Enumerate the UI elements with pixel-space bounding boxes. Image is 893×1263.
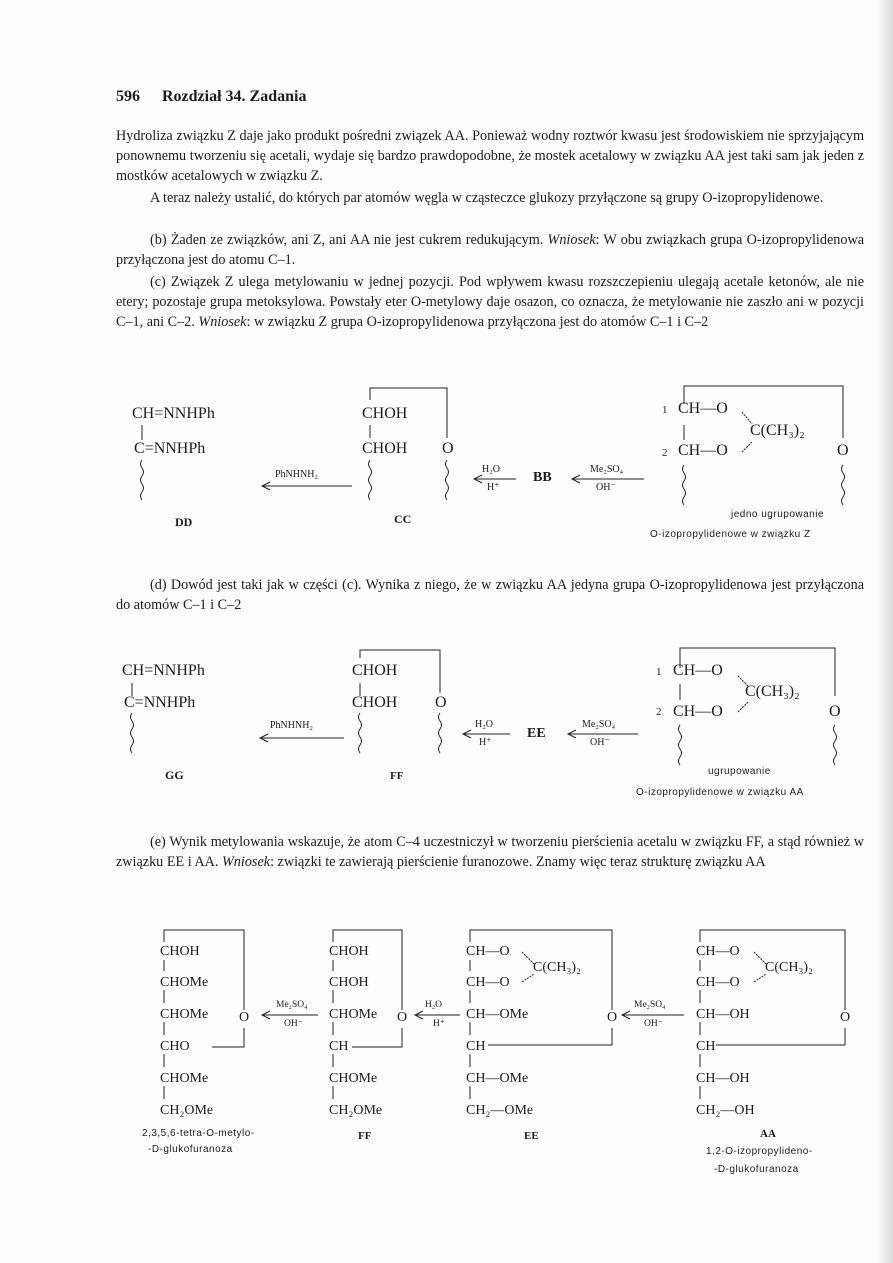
- ff-line-1: CHOH: [352, 662, 398, 679]
- s1-row-1: CHOH: [160, 944, 200, 959]
- ee-label: EE: [527, 726, 546, 741]
- s2-row-5: CHOMe: [329, 1071, 378, 1086]
- paragraph-question: [116, 188, 864, 208]
- s2-row-2: CHOH: [329, 975, 369, 990]
- aa-line-2: CH—O: [673, 703, 723, 720]
- cc-line-1: CHOH: [362, 405, 408, 422]
- s4-row-6: CH₂—OH: [696, 1103, 755, 1118]
- gg-line-1: CH=NNHPh: [122, 662, 205, 679]
- aa-isopropylidene: C(CH₃)₂: [745, 683, 800, 700]
- aa-caption-line-1: ugrupowanie: [708, 766, 771, 777]
- cc-ring-oxygen: O: [442, 440, 454, 457]
- reagent-base-2: OH⁻: [644, 1019, 663, 1029]
- ff-label: FF: [390, 770, 404, 782]
- paragraph-text: (c) Związek Z ulega metylowaniu w jednej pozycji. Pod wpływem kwasu rozszczepieniu ulegają acetale ketonów, ale nie etery; pozostaje grupa metoksylowa. Powstały eter O-metylowy daje osazon, co oznacza, że metylowanie nie zaszło ani w pozycji C–1, ani C–2.: [116, 274, 864, 330]
- paragraph-text: A teraz należy ustalić, do których par atomów węgla w cząsteczce glukozy przyłączone są grupy O-izopropylidenowe.: [150, 190, 824, 206]
- reagent-acid: H⁺: [487, 482, 500, 493]
- z-isopropylidene: C(CH₃)₂: [750, 422, 805, 439]
- paragraph-e: [116, 832, 864, 872]
- s3-label: EE: [524, 1130, 539, 1142]
- aa-carbon-number-1: 1: [656, 666, 662, 678]
- reagent-dimethyl-sulfate: Me₂SO₄: [582, 719, 616, 730]
- s2-row-1: CHOH: [329, 944, 369, 959]
- reagent-acid: H⁺: [479, 737, 492, 748]
- chapter-title: Rozdział 34. Zadania: [162, 88, 307, 105]
- conclusion-label: Wniosek: [547, 232, 596, 248]
- s1-row-2: CHOMe: [160, 975, 209, 990]
- page-number: 596: [116, 88, 140, 105]
- aa-caption-line-2: O-izopropylidenowe w związku AA: [636, 787, 804, 798]
- z-carbon-number-1: 1: [662, 404, 668, 416]
- paragraph-hydrolysis: [116, 126, 864, 186]
- s2-row-3: CHOMe: [329, 1007, 378, 1022]
- paragraph-text: (d) Dowód jest taki jak w części (c). Wynika z niego, że w związku AA jedyna grupa O-izopropylidenowa jest przyłączona do atomów C–1 i C–2: [116, 577, 864, 613]
- s1-row-5: CHOMe: [160, 1071, 209, 1086]
- paragraph-text: : W obu związkach grupa O-izopropylidenowa przyłączona jest do atomu C–1.: [116, 232, 864, 268]
- ff-ring-oxygen: O: [435, 694, 447, 711]
- z-caption-line-1: jedno ugrupowanie: [731, 509, 825, 520]
- s1-ring-oxygen: O: [239, 1010, 250, 1025]
- paragraph-text: (e) Wynik metylowania wskazuje, że atom C–4 uczestniczył w tworzeniu pierścienia acetalu w związku FF, a stąd również w związku EE i AA.: [116, 834, 864, 870]
- aa-carbon-number-2: 2: [656, 706, 662, 718]
- s4-caption-line-1: 1,2-O-izopropylideno-: [706, 1146, 813, 1157]
- s4-row-1: CH—O: [696, 944, 740, 959]
- z-ring-oxygen: O: [837, 442, 849, 459]
- paragraph-text: : w związku Z grupa O-izopropylidenowa przyłączona jest do atomów C–1 i C–2: [246, 314, 709, 330]
- reagent-water: H₂O: [475, 719, 493, 730]
- s1-row-6: CH₂OMe: [160, 1103, 214, 1118]
- reagent-base: OH⁻: [596, 482, 616, 493]
- s3-isopropylidene: C(CH₃)₂: [533, 960, 581, 975]
- s4-caption-line-2: -D-glukofuranoza: [714, 1164, 799, 1175]
- conclusion-label: Wniosek: [221, 854, 271, 870]
- s3-row-1: CH—O: [466, 944, 510, 959]
- s4-isopropylidene: C(CH₃)₂: [765, 960, 813, 975]
- s4-label: AA: [760, 1128, 776, 1140]
- reagent-base: OH⁻: [590, 737, 610, 748]
- z-line-2: CH—O: [678, 442, 728, 459]
- page-header: [116, 88, 324, 106]
- page-gutter-shadow: [879, 0, 893, 1263]
- s3-ring-oxygen: O: [607, 1010, 618, 1025]
- s1-caption-line-1: 2,3,5,6-tetra-O-metylo-: [142, 1128, 255, 1139]
- s2-row-4: CH: [329, 1039, 349, 1054]
- paragraph-text: : związki te zawierają pierścienie furanozowe. Znamy więc teraz strukturę związku AA: [270, 854, 766, 870]
- aa-ring-oxygen: O: [829, 703, 841, 720]
- cc-label: CC: [394, 512, 412, 526]
- s4-row-2: CH—O: [696, 975, 740, 990]
- s2-ring-oxygen: O: [397, 1010, 408, 1025]
- s4-row-3: CH—OH: [696, 1007, 750, 1022]
- reagent-dimethyl-sulfate: Me₂SO₄: [276, 1000, 308, 1010]
- paragraph-c: [116, 272, 864, 332]
- reagent-dimethyl-sulfate: Me₂SO₄: [590, 464, 624, 475]
- s2-row-6: CH₂OMe: [329, 1103, 383, 1118]
- paragraph-d: [116, 575, 864, 615]
- s3-row-2: CH—O: [466, 975, 510, 990]
- s1-caption-line-2: -D-glukofuranoza: [148, 1144, 233, 1155]
- reagent-base: OH⁻: [284, 1019, 303, 1029]
- s4-ring-oxygen: O: [840, 1010, 851, 1025]
- dd-line-1: CH=NNHPh: [132, 405, 215, 422]
- reagent-water: H₂O: [425, 1000, 443, 1010]
- paragraph-text: Hydroliza związku Z daje jako produkt pośredni związek AA. Ponieważ wodny roztwór kwasu jest środowiskiem nie sprzyjającym ponownemu tworzeniu się acetali, wydaje się bardzo prawdopodobne, że mostek acetalowy w związku AA jest taki sam jak jeden z mostków acetalowych w związku Z.: [116, 128, 864, 184]
- paragraph-b: [116, 230, 864, 270]
- z-line-1: CH—O: [678, 400, 728, 417]
- paragraph-text: (b) Żaden ze związków, ani Z, ani AA nie jest cukrem redukującym.: [150, 232, 548, 248]
- s1-row-3: CHOMe: [160, 1007, 209, 1022]
- reagent-phenylhydrazine: PhNHNH₂: [275, 469, 318, 480]
- s4-row-4: CH: [696, 1039, 716, 1054]
- dd-line-2: C=NNHPh: [134, 440, 206, 457]
- gg-label: GG: [165, 768, 184, 782]
- z-carbon-number-2: 2: [662, 447, 668, 459]
- reagent-dimethyl-sulfate-2: Me₂SO₄: [634, 1000, 666, 1010]
- z-caption-line-2: O-izopropylidenowe w związku Z: [650, 529, 811, 540]
- bb-label: BB: [533, 470, 552, 485]
- aa-line-1: CH—O: [673, 662, 723, 679]
- reagent-phenylhydrazine: PhNHNH₂: [270, 720, 313, 731]
- s2-label: FF: [358, 1130, 372, 1142]
- reagent-water: H₂O: [482, 464, 500, 475]
- gg-line-2: C=NNHPh: [124, 694, 196, 711]
- s3-row-5: CH—OMe: [466, 1071, 529, 1086]
- s3-row-6: CH₂—OMe: [466, 1103, 534, 1118]
- s3-row-4: CH: [466, 1039, 486, 1054]
- dd-label: DD: [175, 515, 193, 529]
- conclusion-label: Wniosek: [198, 314, 247, 330]
- ff-line-2: CHOH: [352, 694, 398, 711]
- cc-line-2: CHOH: [362, 440, 408, 457]
- s1-row-4: CHO: [160, 1039, 190, 1054]
- s4-row-5: CH—OH: [696, 1071, 750, 1086]
- s3-row-3: CH—OMe: [466, 1007, 529, 1022]
- reagent-acid: H⁺: [433, 1019, 445, 1029]
